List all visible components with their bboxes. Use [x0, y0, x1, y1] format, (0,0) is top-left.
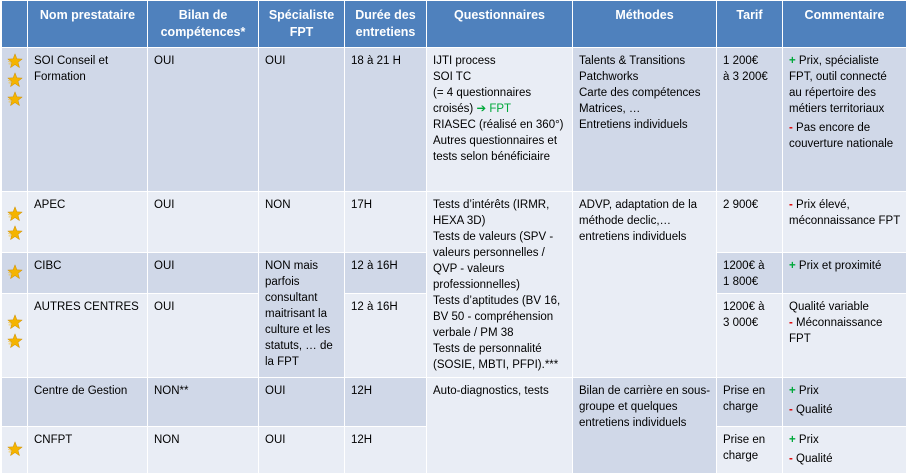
stars-autres [2, 294, 28, 378]
star-icon [7, 314, 23, 330]
header-bilan: Bilan de compétences* [148, 1, 259, 48]
table-row-apec [2, 192, 907, 253]
cell-tarif-autres: 1200€ à 3 000€ [717, 294, 783, 378]
cell-duree-cdg: 12H [345, 378, 427, 427]
cell-duree-autres: 12 à 16H [345, 294, 427, 378]
header-nom: Nom prestataire [28, 1, 148, 48]
cell-tarif-soi: 1 200€ à 3 200€ [717, 48, 783, 192]
cell-duree-soi: 18 à 21 H [345, 48, 427, 192]
cell-nom-cibc: CIBC [28, 253, 148, 294]
header-questionnaires: Questionnaires [427, 1, 573, 48]
cell-commentaire-autres: Qualité variable - Méconnaissance FPT [783, 294, 907, 378]
cell-bilan-cdg: NON** [148, 378, 259, 427]
cell-nom-autres: AUTRES CENTRES [28, 294, 148, 378]
header-specialiste: Spécialiste FPT [259, 1, 345, 48]
cell-nom-cnfpt: CNFPT [28, 427, 148, 474]
table-row-soi [2, 48, 907, 192]
cell-tarif-apec: 2 900€ [717, 192, 783, 253]
header-duree: Durée des entretiens [345, 1, 427, 48]
cell-methodes-soi: Talents & Transitions Patchworks Carte des compétences Matrices, … Entretiens individuels [573, 48, 717, 192]
cell-specialiste-shared: NON mais parfois consultant maitrisant la culture et les statuts, … de la FPT [259, 253, 345, 378]
cell-nom-soi: SOI Conseil et Formation [28, 48, 148, 192]
cell-commentaire-cdg: + Prix - Qualité [783, 378, 907, 427]
cell-questionnaires-shared: Tests d’intérêts (IRMR, HEXA 3D) Tests de valeurs (SPV - valeurs personnelles / QVP - valeurs professionnelles) Tests d’aptitudes (BV 16, BV 50 - compréhension verbale / PM 38 Tests de personnalité (SOSIE, MBTI, PFPI).*** [427, 192, 573, 378]
cell-bilan-cnfpt: NON [148, 427, 259, 474]
cell-specialiste-apec: NON [259, 192, 345, 253]
cell-bilan-soi: OUI [148, 48, 259, 192]
stars-soi [2, 48, 28, 192]
star-icon [7, 91, 23, 107]
header-commentaire: Commentaire [783, 1, 907, 48]
cell-methodes-apec: ADVP, adaptation de la méthode declic,… entretiens individuels [573, 192, 717, 378]
stars-cibc [2, 253, 28, 294]
cell-nom-cdg: Centre de Gestion [28, 378, 148, 427]
cell-specialiste-soi: OUI [259, 48, 345, 192]
star-icon [7, 333, 23, 349]
table-row-cdg [2, 378, 907, 427]
header-star [2, 1, 28, 48]
header-tarif: Tarif [717, 1, 783, 48]
star-icon [7, 53, 23, 69]
stars-cnfpt [2, 427, 28, 474]
cell-tarif-cnfpt: Prise en charge [717, 427, 783, 474]
cell-commentaire-apec: - Prix élevé, méconnaissance FPT [783, 192, 907, 253]
stars-apec [2, 192, 28, 253]
cell-tarif-cdg: Prise en charge [717, 378, 783, 427]
comparison-table [1, 0, 907, 474]
cell-tarif-cibc: 1200€ à 1 800€ [717, 253, 783, 294]
cell-bilan-apec: OUI [148, 192, 259, 253]
cell-duree-cnfpt: 12H [345, 427, 427, 474]
star-icon [7, 225, 23, 241]
cell-commentaire-cibc: + Prix et proximité [783, 253, 907, 294]
arrow-right-icon: ➔ [476, 103, 487, 115]
cell-commentaire-soi: + Prix, spécialiste FPT, outil connecté au répertoire des métiers territoriaux - Pas encore de couverture nationale [783, 48, 907, 192]
stars-cdg [2, 378, 28, 427]
star-icon [7, 72, 23, 88]
cell-duree-cibc: 12 à 16H [345, 253, 427, 294]
cell-bilan-autres: OUI [148, 294, 259, 378]
cell-methodes-cdg-cnfpt: Bilan de carrière en sous-groupe et quelques entretiens individuels [573, 378, 717, 474]
cell-questionnaires-soi: IJTI process SOI TC (= 4 questionnaires croisés) ➔ FPT RIASEC (réalisé en 360°) Autres questionnaires et tests selon bénéficiaire [427, 48, 573, 192]
star-icon [7, 264, 23, 280]
cell-nom-apec: APEC [28, 192, 148, 253]
star-icon [7, 441, 23, 457]
cell-duree-apec: 17H [345, 192, 427, 253]
header-row [2, 1, 907, 48]
cell-commentaire-cnfpt: + Prix - Qualité [783, 427, 907, 474]
header-methodes: Méthodes [573, 1, 717, 48]
star-icon [7, 206, 23, 222]
cell-bilan-cibc: OUI [148, 253, 259, 294]
cell-questionnaires-cdg-cnfpt: Auto-diagnostics, tests [427, 378, 573, 474]
cell-specialiste-cnfpt: OUI [259, 427, 345, 474]
cell-specialiste-cdg: OUI [259, 378, 345, 427]
